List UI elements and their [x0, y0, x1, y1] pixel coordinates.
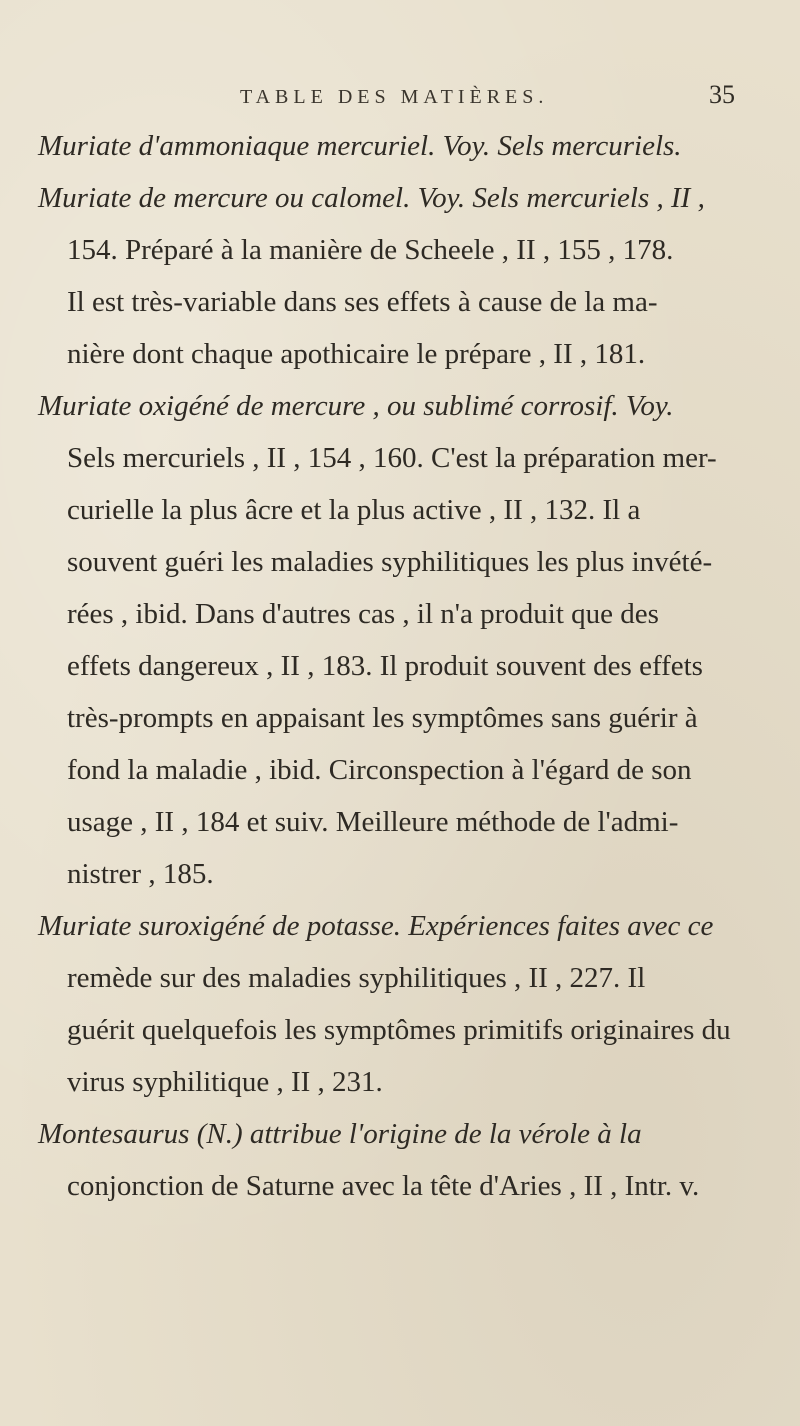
- running-title: TABLE DES MATIÈRES.: [240, 86, 549, 108]
- text-line: Muriate suroxigéné de potasse. Expériences faites avec ce: [38, 910, 714, 942]
- text-line: nière dont chaque apothicaire le prépare , II , 181.: [67, 338, 646, 370]
- text-line: remède sur des maladies syphilitiques , II , 227. Il: [67, 962, 646, 994]
- text-line: Sels mercuriels , II , 154 , 160. C'est la préparation mer-: [67, 442, 717, 474]
- text-line: nistrer , 185.: [67, 858, 214, 890]
- running-head: [0, 80, 800, 126]
- text-line: fond la maladie , ibid. Circonspection à l'égard de son: [67, 754, 692, 786]
- text-line: Muriate d'ammoniaque mercuriel. Voy. Sels mercuriels.: [38, 130, 682, 162]
- text-line: guérit quelquefois les symptômes primitifs originaires du: [67, 1014, 731, 1046]
- page-number: 35: [709, 80, 735, 109]
- text-line: curielle la plus âcre et la plus active , II , 132. Il a: [67, 494, 641, 526]
- text-line: 154. Préparé à la manière de Scheele , II , 155 , 178.: [67, 234, 674, 266]
- text-line: Il est très-variable dans ses effets à cause de la ma-: [67, 286, 658, 318]
- text-line: virus syphilitique , II , 231.: [67, 1066, 383, 1098]
- text-line: rées , ibid. Dans d'autres cas , il n'a produit que des: [67, 598, 659, 630]
- text-line: usage , II , 184 et suiv. Meilleure méthode de l'admi-: [67, 806, 679, 838]
- text-line: Muriate de mercure ou calomel. Voy. Sels mercuriels , II ,: [38, 182, 705, 214]
- text-line: effets dangereux , II , 183. Il produit souvent des effets: [67, 650, 703, 682]
- text-line: Muriate oxigéné de mercure , ou sublimé corrosif. Voy.: [38, 390, 674, 422]
- text-line: souvent guéri les maladies syphilitiques les plus invété-: [67, 546, 713, 578]
- text-line: très-prompts en appaisant les symptômes sans guérir à: [67, 702, 698, 734]
- text-line: conjonction de Saturne avec la tête d'Aries , II , Intr. v.: [67, 1170, 700, 1202]
- text-line: Montesaurus (N.) attribue l'origine de la vérole à la: [38, 1118, 642, 1150]
